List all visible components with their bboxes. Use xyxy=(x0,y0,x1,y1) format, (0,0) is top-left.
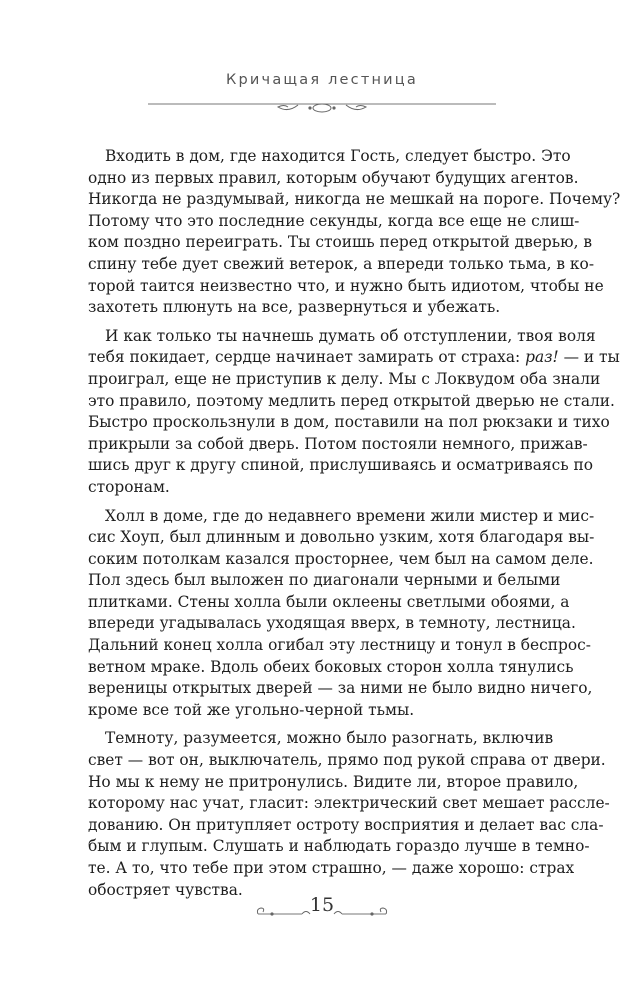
text-line: Холл в доме, где до недавнего времени жили мистер и мис- xyxy=(105,506,595,525)
text-line: дованию. Он притупляет остроту восприятия и делает вас сла- xyxy=(88,815,604,834)
text-line: проиграл, еще не приступив к делу. Мы с Локвудом оба знали xyxy=(88,369,601,388)
text-line-part: — и ты xyxy=(558,348,620,367)
text-line: Входить в дом, где находится Гость, следует быстро. Это xyxy=(105,147,571,165)
text-line: одно из первых правил, которым обучают будущих агентов. xyxy=(88,168,579,187)
text-line: свет — вот он, выключатель, прямо под рукой справа от двери. xyxy=(88,751,606,770)
text-line: И как только ты начнешь думать об отступлении, твоя воля xyxy=(105,326,596,345)
emphasis-text: раз! xyxy=(525,348,559,367)
text-line: торой таится неизвестно что, и нужно быть идиотом, чтобы не xyxy=(88,276,604,295)
header-ornament-rule xyxy=(148,100,496,114)
text-line: те. А то, что тебе при этом страшно, — даже хорошо: страх xyxy=(88,859,575,877)
text-line: ком поздно переиграть. Ты стоишь перед открытой дверью, в xyxy=(88,233,593,252)
text-line: Дальний конец холла огибал эту лестницу и тонул в беспрос- xyxy=(88,636,591,655)
text-line: Темноту, разумеется, можно было разогнать, включив xyxy=(105,729,554,748)
text-line: бым и глупым. Слушать и наблюдать гораздо лучше в темно- xyxy=(88,837,590,856)
text-line: сис Хоуп, был длинным и довольно узким, хотя благодаря вы- xyxy=(88,528,595,547)
text-line: впереди угадывалась уходящая вверх, в темноту, лестница. xyxy=(88,614,576,633)
text-line: плитками. Стены холла были оклеены светлыми обоями, а xyxy=(88,592,570,611)
running-head-title: Кричащая лестница xyxy=(226,72,418,88)
paragraph-2 xyxy=(88,326,620,499)
text-line: сторонам. xyxy=(88,477,170,496)
text-line: обостряет чувства. xyxy=(88,880,243,899)
page-number: 15 xyxy=(309,894,335,916)
text-line: Но мы к нему не притронулись. Видите ли, второе правило, xyxy=(88,772,579,791)
text-line: прикрыли за собой дверь. Потом постояли немного, прижав- xyxy=(88,434,588,453)
text-line-part: Никогда не раздумывай, никогда не мешкай на пороге. Почему? xyxy=(88,190,621,209)
text-line: это правило, поэтому медлить перед открытой дверью не стали. xyxy=(88,391,615,410)
text-line: которому нас учат, гласит: электрический свет мешает рассле- xyxy=(88,794,610,813)
paragraph-4 xyxy=(88,728,610,901)
body-text xyxy=(88,146,621,908)
paragraph-3 xyxy=(88,506,595,722)
text-line: вереницы открытых дверей — за ними не было видно ничего, xyxy=(88,679,593,698)
text-line-part: тебя покидает, сердце начинает замирать от страха: xyxy=(88,348,526,367)
text-line: Потому что это последние секунды, когда все еще не слиш- xyxy=(88,211,580,230)
text-line: кроме все той же угольно-черной тьмы. xyxy=(88,700,415,719)
text-line: шись друг к другу спиной, прислушиваясь и осматриваясь по xyxy=(88,456,594,475)
text-line: Пол здесь был выложен по диагонали черными и белыми xyxy=(88,571,561,590)
page-footer xyxy=(0,894,644,924)
paragraph-1 xyxy=(88,146,621,319)
text-line xyxy=(88,189,621,211)
text-line xyxy=(88,347,620,369)
text-line: соким потолкам казался просторнее, чем был на самом деле. xyxy=(88,549,594,568)
text-line: захотеть плюнуть на все, развернуться и убежать. xyxy=(88,298,501,317)
text-line: спину тебе дует свежий ветерок, а впереди только тьма, в ко- xyxy=(88,254,595,273)
text-line: ветном мраке. Вдоль обеих боковых сторон холла тянулись xyxy=(88,657,574,676)
text-line: Быстро проскользнули в дом, поставили на пол рюкзаки и тихо xyxy=(88,413,610,432)
